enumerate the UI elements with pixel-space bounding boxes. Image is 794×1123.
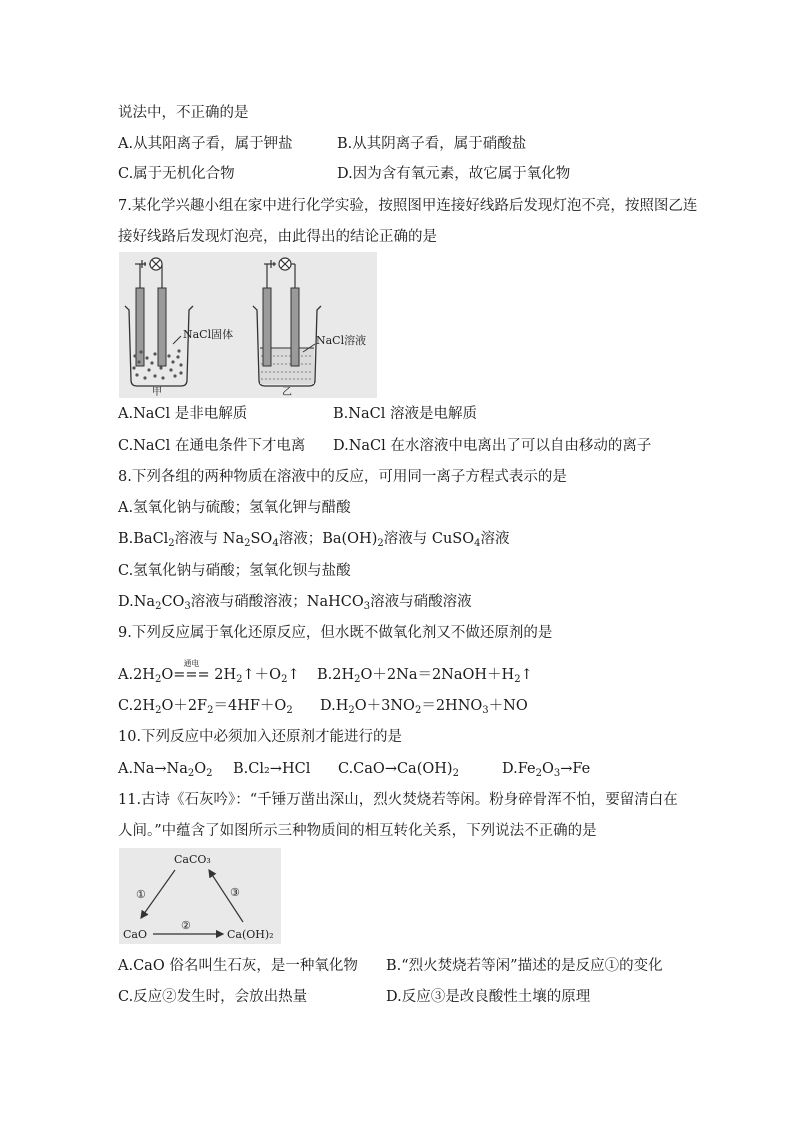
q10-option-b: B.Cl₂→HCl: [233, 761, 311, 777]
q7-option-b: B.NaCl 溶液是电解质: [333, 406, 477, 422]
condition-electrolysis: 通电: [183, 659, 200, 668]
q6-option-b: B.从其阴离子看，属于硝酸盐: [337, 136, 527, 152]
caption-yi: 乙: [282, 387, 292, 398]
label-step1: ①: [136, 888, 146, 901]
q7-option-c: C.NaCl 在通电条件下才电离: [118, 438, 306, 454]
q10-option-d: $D.Fe_2O_3\to Fe$: [502, 761, 591, 779]
calcium-cycle-diagram: [119, 848, 281, 944]
q9-option-b: $B.2H_2O+2Na=2NaOH+H_2↑$: [317, 667, 533, 685]
q7-option-a: A.NaCl 是非电解质: [118, 406, 248, 422]
node-caco3: CaCO₃: [174, 853, 211, 866]
q7-option-d: D.NaCl 在水溶液中电离出了可以自由移动的离子: [333, 438, 652, 454]
q11-option-a: A.CaO 俗名叫生石灰，是一种氧化物: [118, 958, 358, 974]
label-pointer-left: [173, 336, 181, 344]
label-step3: ③: [230, 886, 240, 899]
q8-option-a: A.氢氧化钠与硫酸；氢氧化钾与醋酸: [118, 500, 351, 516]
label-step2: ②: [181, 919, 191, 932]
q11-figure: [119, 848, 281, 944]
q10-option-a: $A.Na\to Na_2O_2$: [118, 761, 213, 779]
q11-option-d: D.反应③是改良酸性土壤的原理: [386, 989, 591, 1005]
q9-option-c: $C.2H_2O+2F_2=4HF+O_2$: [118, 698, 293, 716]
q8-stem: 8.下列各组的两种物质在溶液中的反应，可用同一离子方程式表示的是: [118, 469, 567, 485]
q6-stem-end: 说法中，不正确的是: [118, 105, 249, 121]
q7-stem-line1: 7.某化学兴趣小组在家中进行化学实验，按照图甲连接好线路后发现灯泡不亮，按照图乙连: [118, 198, 698, 214]
q6-option-c: C.属于无机化合物: [118, 166, 235, 182]
q10-option-c: $C.CaO\to Ca(OH)_2$: [338, 761, 459, 779]
q7-stem-line2: 接好线路后发现灯泡亮，由此得出的结论正确的是: [118, 229, 437, 245]
caption-jia: 甲: [152, 387, 162, 398]
node-cao: CaO: [123, 928, 147, 941]
q9-option-a: $A.2H_2O$ 通电 === $2H_2↑+O_2↑$: [118, 665, 300, 685]
node-caoh2: Ca(OH)₂: [227, 928, 274, 941]
label-nacl-solid: NaCl固体: [183, 328, 234, 341]
circuit-left: [135, 258, 162, 288]
q11-option-b: B.“烈火焚烧若等闲”描述的是反应①的变化: [386, 958, 663, 974]
q7-figure: [119, 252, 377, 398]
q8-option-d: $D.Na_2CO_3$溶液与硝酸溶液；NaHCO$_3$溶液与硝酸溶液: [118, 594, 472, 612]
q9-stem: 9.下列反应属于氧化还原反应，但水既不做氧化剂又不做还原剂的是: [118, 625, 553, 641]
electrolysis-beakers-diagram: [119, 252, 377, 398]
q8-option-b: B.BaCl$_2$溶液与 $Na_2SO_4$溶液；$Ba(OH)_2$溶液与 CuSO$_4$溶液: [118, 531, 510, 549]
q6-option-d: D.因为含有氧元素，故它属于氧化物: [337, 166, 571, 182]
electrode-right-1: [263, 288, 271, 366]
q6-option-a: A.从其阳离子看，属于钾盐: [118, 136, 293, 152]
electrode-right-2: [291, 288, 299, 366]
electrode-left-1: [136, 288, 144, 366]
electrode-left-2: [158, 288, 166, 366]
arrow-step1: [141, 870, 175, 918]
q9-option-d: $D.H_2O+3NO_2=2HNO_3+NO$: [320, 698, 528, 716]
q11-stem-line2: 人间。”中蕴含了如图所示三种物质间的相互转化关系，下列说法不正确的是: [118, 823, 597, 839]
circuit-right: [264, 258, 295, 288]
q11-stem-line1: 11.古诗《石灰吟》：“千锤万凿出深山，烈火焚烧若等闲。粉身碎骨浑不怕，要留清白在: [118, 792, 678, 808]
q10-stem: 10.下列反应中必须加入还原剂才能进行的是: [118, 729, 403, 745]
q8-option-c: C.氢氧化钠与硝酸；氢氧化钡与盐酸: [118, 563, 351, 579]
label-nacl-solution: NaCl溶液: [316, 334, 367, 347]
q11-option-c: C.反应②发生时，会放出热量: [118, 989, 308, 1005]
